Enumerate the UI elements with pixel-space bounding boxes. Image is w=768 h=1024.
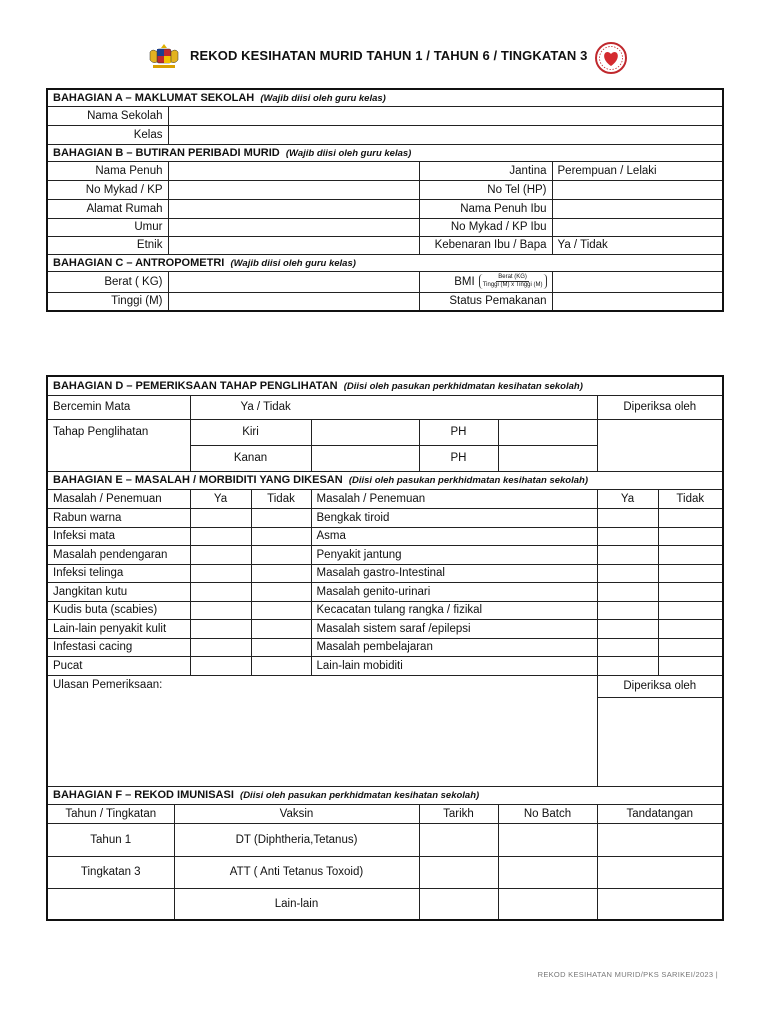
col-tahun-tingkatan: Tahun / Tingkatan [47, 804, 174, 823]
tandatangan-field[interactable] [597, 856, 723, 888]
masalah-header-left: Masalah / Penemuan [47, 489, 190, 508]
bmi-label: BMI $\frac{\text{Berat (KG)}}{\text{Tinggi (M) x Tinggi (M)}}$ [419, 271, 552, 292]
kanan-ph-label: PH [419, 445, 498, 471]
tidak-checkbox[interactable] [658, 508, 723, 527]
student-info-table [46, 88, 724, 312]
nama-ibu-label: Nama Penuh Ibu [419, 199, 552, 218]
tidak-header-left: Tidak [251, 489, 311, 508]
no-tel-field[interactable] [552, 180, 723, 199]
ya-checkbox[interactable] [190, 564, 251, 582]
kiri-label: Kiri [190, 419, 311, 445]
imunisasi-vaksin: ATT ( Anti Tetanus Toxoid) [174, 856, 419, 888]
tandatangan-field[interactable] [597, 823, 723, 856]
tidak-checkbox[interactable] [658, 545, 723, 564]
nama-penuh-field[interactable] [168, 161, 419, 180]
bmi-field[interactable] [552, 271, 723, 292]
kanan-label: Kanan [190, 445, 311, 471]
kiri-ph-label: PH [419, 419, 498, 445]
jantina-label: Jantina [419, 161, 552, 180]
section-f-header: BAHAGIAN F – REKOD IMUNISASI (Diisi oleh pasukan perkhidmatan kesihatan sekolah) [47, 786, 723, 804]
bercemin-label: Bercemin Mata [47, 395, 190, 419]
tahap-penglihatan-label: Tahap Penglihatan [47, 419, 190, 471]
table-row [47, 656, 723, 675]
tidak-checkbox[interactable] [251, 508, 311, 527]
health-exam-table [46, 375, 724, 921]
tarikh-field[interactable] [419, 888, 498, 920]
problem-item: Masalah genito-urinari [311, 582, 597, 601]
umur-label: Umur [47, 218, 168, 236]
nama-ibu-field[interactable] [552, 199, 723, 218]
diperiksa-oleh-d-label: Diperiksa oleh [597, 395, 723, 419]
tidak-header-right: Tidak [658, 489, 723, 508]
problem-item: Pucat [47, 656, 190, 675]
table-row [47, 527, 723, 545]
section-d-header: BAHAGIAN D – PEMERIKSAAN TAHAP PENGLIHATAN (Diisi oleh pasukan perkhidmatan kesihatan sekolah) [47, 376, 723, 395]
status-pemakanan-field[interactable] [552, 292, 723, 311]
col-tarikh: Tarikh [419, 804, 498, 823]
problem-item: Lain-lain penyakit kulit [47, 619, 190, 638]
ya-checkbox[interactable] [190, 582, 251, 601]
etnik-field[interactable] [168, 236, 419, 254]
tidak-checkbox[interactable] [251, 656, 311, 675]
ya-checkbox[interactable] [597, 564, 658, 582]
imunisasi-vaksin: Lain-lain [174, 888, 419, 920]
kiri-ph-field[interactable] [498, 419, 597, 445]
kebenaran-label: Kebenaran Ibu / Bapa [419, 236, 552, 254]
kiri-field[interactable] [311, 419, 419, 445]
ya-checkbox[interactable] [597, 638, 658, 656]
kanan-field[interactable] [311, 445, 419, 471]
table-row [47, 888, 723, 920]
table-row [47, 582, 723, 601]
ya-checkbox[interactable] [190, 638, 251, 656]
tidak-checkbox[interactable] [658, 619, 723, 638]
tarikh-field[interactable] [419, 823, 498, 856]
col-tandatangan: Tandatangan [597, 804, 723, 823]
tidak-checkbox[interactable] [251, 601, 311, 619]
ya-checkbox[interactable] [597, 619, 658, 638]
no-batch-field[interactable] [498, 856, 597, 888]
diperiksa-oleh-e-label: Diperiksa oleh [597, 675, 723, 697]
tidak-checkbox[interactable] [251, 527, 311, 545]
imunisasi-vaksin: DT (Diphtheria,Tetanus) [174, 823, 419, 856]
ya-checkbox[interactable] [597, 545, 658, 564]
col-vaksin: Vaksin [174, 804, 419, 823]
tidak-checkbox[interactable] [251, 619, 311, 638]
imunisasi-level: Tingkatan 3 [47, 856, 174, 888]
diperiksa-oleh-d-field[interactable] [597, 419, 723, 471]
no-tel-label: No Tel (HP) [419, 180, 552, 199]
bercemin-field[interactable]: Ya / Tidak [190, 395, 597, 419]
mykad-ibu-field[interactable] [552, 218, 723, 236]
table-row [47, 856, 723, 888]
problem-item: Infeksi mata [47, 527, 190, 545]
section-c-header: BAHAGIAN C – ANTROPOMETRI (Wajib diisi oleh guru kelas) [47, 254, 723, 271]
nama-penuh-label: Nama Penuh [47, 161, 168, 180]
problem-item: Lain-lain mobiditi [311, 656, 597, 675]
form-header [0, 36, 768, 76]
alamat-field[interactable] [168, 199, 419, 218]
mykad-label: No Mykad / KP [47, 180, 168, 199]
ulasan-label: Ulasan Pemeriksaan: [53, 678, 163, 691]
table-row [47, 619, 723, 638]
nama-sekolah-label: Nama Sekolah [47, 106, 168, 125]
ya-checkbox[interactable] [190, 527, 251, 545]
problem-item: Asma [311, 527, 597, 545]
imunisasi-level[interactable] [47, 888, 174, 920]
ya-checkbox[interactable] [597, 601, 658, 619]
ya-header-left: Ya [190, 489, 251, 508]
tinggi-field[interactable] [168, 292, 419, 311]
problem-item: Rabun warna [47, 508, 190, 527]
etnik-label: Etnik [47, 236, 168, 254]
problem-item: Masalah gastro-Intestinal [311, 564, 597, 582]
tidak-checkbox[interactable] [251, 582, 311, 601]
kelas-label: Kelas [47, 125, 168, 144]
alamat-label: Alamat Rumah [47, 199, 168, 218]
col-no-batch: No Batch [498, 804, 597, 823]
ya-checkbox[interactable] [190, 656, 251, 675]
tandatangan-field[interactable] [597, 888, 723, 920]
mykad-ibu-label: No Mykad / KP Ibu [419, 218, 552, 236]
no-batch-field[interactable] [498, 823, 597, 856]
tarikh-field[interactable] [419, 856, 498, 888]
health-heart-logo-icon [594, 41, 628, 75]
tidak-checkbox[interactable] [658, 527, 723, 545]
problem-item: Bengkak tiroid [311, 508, 597, 527]
table-row [47, 638, 723, 656]
jantina-field[interactable]: Perempuan / Lelaki [552, 161, 723, 180]
kanan-ph-field[interactable] [498, 445, 597, 471]
nama-sekolah-field[interactable] [168, 106, 723, 125]
ya-checkbox[interactable] [597, 508, 658, 527]
bmi-formula: $\frac{\text{Berat (KG)}}{\text{Tinggi (M) x Tinggi (M)}}$ [479, 274, 547, 289]
ya-checkbox[interactable] [190, 619, 251, 638]
tidak-checkbox[interactable] [658, 601, 723, 619]
tidak-checkbox[interactable] [658, 638, 723, 656]
tidak-checkbox[interactable] [251, 638, 311, 656]
problem-item: Penyakit jantung [311, 545, 597, 564]
problem-item: Kudis buta (scabies) [47, 601, 190, 619]
diperiksa-oleh-e-field[interactable] [597, 697, 723, 786]
section-e-header: BAHAGIAN E – MASALAH / MORBIDITI YANG DIKESAN (Diisi oleh pasukan perkhidmatan kesihatan sekolah) [47, 471, 723, 489]
problem-item: Infeksi telinga [47, 564, 190, 582]
no-batch-field[interactable] [498, 888, 597, 920]
masalah-header-right: Masalah / Penemuan [311, 489, 597, 508]
page-footer: REKOD KESIHATAN MURID/PKS SARIKEI/2023 | [537, 970, 718, 979]
ulasan-pemeriksaan-field[interactable] [47, 675, 597, 786]
ya-checkbox[interactable] [190, 545, 251, 564]
table-row [47, 564, 723, 582]
problem-item: Jangkitan kutu [47, 582, 190, 601]
ya-checkbox[interactable] [190, 508, 251, 527]
tinggi-label: Tinggi (M) [47, 292, 168, 311]
problem-item: Masalah sistem saraf /epilepsi [311, 619, 597, 638]
tidak-checkbox[interactable] [658, 656, 723, 675]
table-row [47, 545, 723, 564]
tidak-checkbox[interactable] [251, 564, 311, 582]
section-a-header: BAHAGIAN A – MAKLUMAT SEKOLAH (Wajib diisi oleh guru kelas) [47, 89, 723, 106]
umur-field[interactable] [168, 218, 419, 236]
problem-item: Masalah pendengaran [47, 545, 190, 564]
problem-item: Masalah pembelajaran [311, 638, 597, 656]
kelas-field[interactable] [168, 125, 723, 144]
ya-checkbox[interactable] [597, 582, 658, 601]
tidak-checkbox[interactable] [658, 582, 723, 601]
imunisasi-level: Tahun 1 [47, 823, 174, 856]
mykad-field[interactable] [168, 180, 419, 199]
section-b-header: BAHAGIAN B – BUTIRAN PERIBADI MURID (Wajib diisi oleh guru kelas) [47, 144, 723, 161]
table-row [47, 508, 723, 527]
tidak-checkbox[interactable] [251, 545, 311, 564]
tidak-checkbox[interactable] [658, 564, 723, 582]
ya-header-right: Ya [597, 489, 658, 508]
malaysia-crest-icon [146, 42, 182, 70]
ya-checkbox[interactable] [597, 527, 658, 545]
problem-item: Kecacatan tulang rangka / fizikal [311, 601, 597, 619]
ya-checkbox[interactable] [190, 601, 251, 619]
status-pemakanan-label: Status Pemakanan [419, 292, 552, 311]
page-title: REKOD KESIHATAN MURID TAHUN 1 / TAHUN 6 / TINGKATAN 3 [190, 48, 588, 63]
berat-field[interactable] [168, 271, 419, 292]
berat-label: Berat ( KG) [47, 271, 168, 292]
table-row [47, 601, 723, 619]
table-row [47, 823, 723, 856]
problem-item: Infestasi cacing [47, 638, 190, 656]
kebenaran-field[interactable]: Ya / Tidak [552, 236, 723, 254]
ya-checkbox[interactable] [597, 656, 658, 675]
